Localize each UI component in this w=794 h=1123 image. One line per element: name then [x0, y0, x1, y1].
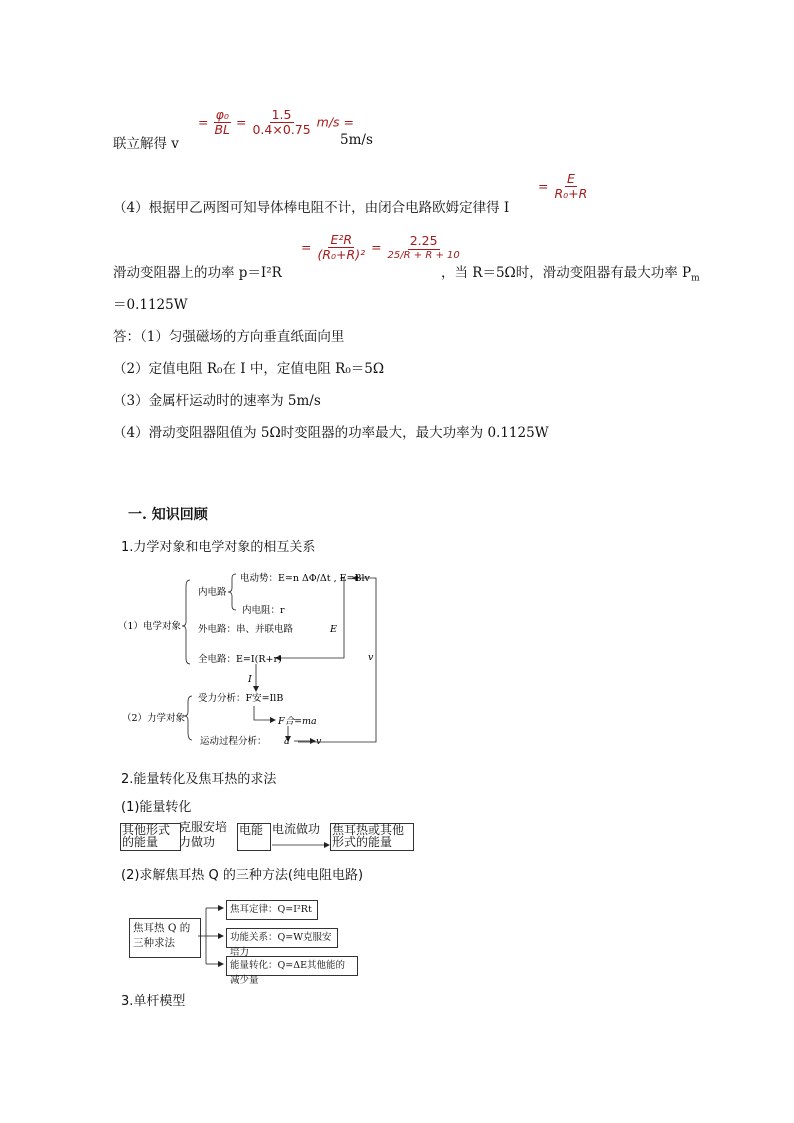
- item2-sub1: (1)能量转化: [121, 800, 192, 815]
- joule-connector: [198, 900, 228, 970]
- label-inner-circuit: 内电路: [198, 587, 227, 598]
- joule-root-box: 焦耳热 Q 的三种求法: [129, 918, 201, 958]
- section-title: 一. 知识回顾: [128, 507, 208, 523]
- label-emf: 电动势：E=n ΔΦ/Δt , E=Blv: [240, 573, 370, 584]
- energy-box-electric: 电能: [237, 823, 271, 851]
- line3-result: 5m/s: [340, 132, 373, 148]
- label-full-circuit: 全电路：E=I(R+r): [198, 654, 282, 665]
- line4-formula: = $\frac{E}{\text{R₀+R}}$: [538, 171, 588, 202]
- power-suffix-line: ，当 R＝5Ω时，滑动变阻器有最大功率 $P_m$: [441, 265, 700, 284]
- line3-formula: = $\frac{\text{φ₀}}{BL}$ = $\frac{1.5}{0.4\times 0.75}$ m/s =: [198, 107, 355, 138]
- joule-method-3: 能量转化：Q=ΔE其他能的减少量: [226, 956, 358, 976]
- energy-arrow-2: [270, 840, 330, 850]
- answer-4: （4）滑动变阻器阻值为 5Ω时变阻器的功率最大，最大功率为 0.1125W: [113, 425, 549, 441]
- label-motion-analysis: 运动过程分析：: [200, 736, 267, 747]
- power-line: [113, 261, 282, 281]
- item2-sub2: (2)求解焦耳热 Q 的三种方法(纯电阻电路): [121, 868, 364, 883]
- label-a: a: [284, 736, 290, 747]
- line4-text: （4）根据甲乙两图可知导体棒电阻不计，由闭合电路欧姆定律得 I: [113, 200, 510, 216]
- label-inner-r: 内电阻：r: [242, 605, 285, 616]
- label-net-force: F合=ma: [278, 716, 317, 727]
- energy-label-ampere: 克服安培力做功: [179, 820, 228, 849]
- answer-3: （3）金属杆运动时的速率为 5m/s: [113, 393, 321, 409]
- label-v-right: v: [368, 652, 374, 663]
- item2-title: 2.能量转化及焦耳热的求法: [121, 772, 277, 787]
- power-prefix: 滑动变阻器上的功率 p＝I²R: [113, 265, 282, 281]
- label-outer-circuit: 外电路：串、并联电路: [198, 624, 294, 635]
- power-formula: = $\frac{\text{E²R}}{\text{(R₀+R)²}}$ = $\frac{2.25}{25/R + R + 10}$: [301, 232, 460, 263]
- power-value: ＝0.1125W: [113, 297, 188, 313]
- item3-title: 3.单杆模型: [121, 994, 186, 1009]
- energy-box-joule: 焦耳热或其他形式的能量: [330, 823, 414, 851]
- energy-box-other: 其他形式的能量: [120, 823, 181, 851]
- relation-diagram: [118, 560, 398, 750]
- label-mech-obj: （2）力学对象: [122, 713, 186, 724]
- label-force-analysis: 受力分析：F安=IlB: [198, 693, 284, 704]
- answer-2: （2）定值电阻 R₀在 I 中，定值电阻 R₀＝5Ω: [113, 361, 385, 377]
- label-I: I: [248, 674, 252, 685]
- label-v-bottom: v: [316, 736, 322, 747]
- joule-method-1: 焦耳定律：Q=I²Rt: [226, 900, 318, 920]
- energy-label-current: 电流做功: [272, 822, 321, 836]
- label-E: E: [330, 624, 337, 635]
- line3-prefix: 联立解得 v: [113, 136, 179, 152]
- joule-method-2: 功能关系：Q=W克服安培力: [226, 928, 338, 948]
- item1-title: 1.力学对象和电学对象的相互关系: [121, 540, 316, 555]
- label-electric-obj: （1）电学对象: [118, 621, 182, 632]
- answer-1: 答：（1）匀强磁场的方向垂直纸面向里: [113, 329, 345, 345]
